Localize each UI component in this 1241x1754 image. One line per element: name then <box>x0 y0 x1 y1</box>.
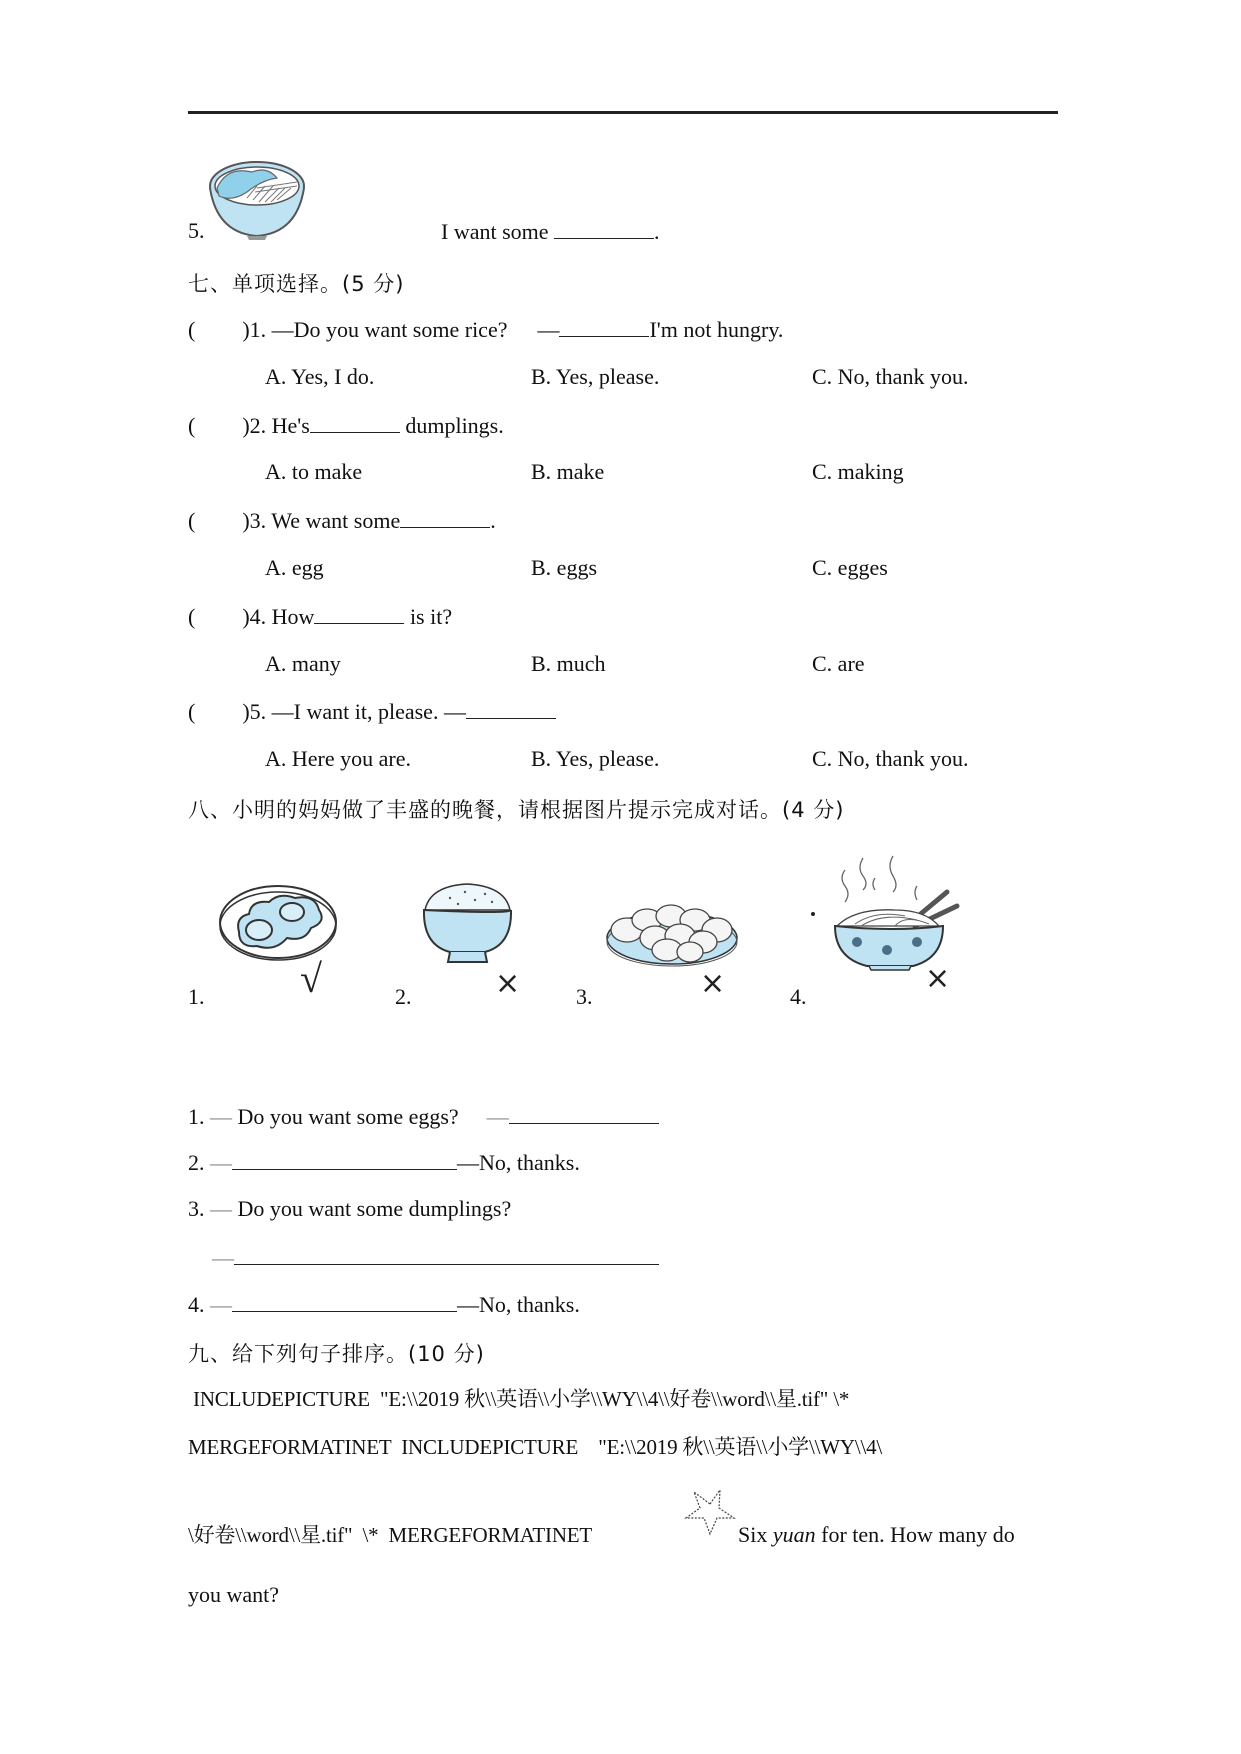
question-number: 4. <box>249 603 267 629</box>
sentence-a-pre: Six <box>738 1522 773 1547</box>
question-tail: . <box>490 508 496 534</box>
dialogue-1-dash: — <box>210 1104 232 1129</box>
dialogue-1-number: 1. <box>188 1104 205 1129</box>
item-5-text: I want some <box>441 219 549 244</box>
dialogue-4-dash: — <box>210 1292 232 1317</box>
dialogue-3-number: 3. <box>188 1196 205 1221</box>
dialogue-3-answer-blank[interactable] <box>234 1244 659 1265</box>
item-5-period: . <box>654 219 660 244</box>
header-rule <box>188 111 1058 114</box>
dumplings-plate-icon <box>605 898 740 968</box>
question-number: 5. <box>249 699 267 725</box>
question-5 <box>188 698 556 725</box>
question-1 <box>188 316 783 343</box>
picture-2-cross-mark-icon: × <box>495 966 521 1001</box>
answer-paren-close: ) <box>242 699 250 725</box>
dialogue-2-number: 2. <box>188 1150 205 1175</box>
question-stem: —Do you want some rice? <box>271 317 508 342</box>
answer-paren-open[interactable]: ( <box>188 317 196 342</box>
question-3 <box>188 507 496 534</box>
sentence-a-continued: you want? <box>188 1582 280 1607</box>
question-2 <box>188 412 504 439</box>
question-number: 3. <box>249 508 267 534</box>
question-3-option-a[interactable]: A. egg <box>265 555 324 580</box>
fill-blank[interactable] <box>314 603 404 624</box>
question-stem: He's <box>271 412 310 438</box>
noodle-bowl-icon <box>207 158 307 240</box>
question-2-option-c[interactable]: C. making <box>812 459 904 485</box>
answer-paren-open[interactable]: ( <box>188 603 196 629</box>
stray-dot <box>811 912 815 916</box>
field-code-line-3: \好卷\\word\\星.tif" \* MERGEFORMATINET <box>188 1523 593 1547</box>
field-code-line-2: MERGEFORMATINET INCLUDEPICTURE "E:\\2019 秋\\英语\\小学\\WY\\4\ <box>188 1435 883 1459</box>
answer-paren-close: ) <box>242 412 250 438</box>
section-7-heading: 七、单项选择。(5 分) <box>188 272 405 296</box>
field-code-line-1: INCLUDEPICTURE "E:\\2019 秋\\英语\\小学\\WY\\4\\好卷\\word\\星.tif" \* <box>188 1387 850 1411</box>
dialogue-3-text: Do you want some dumplings? <box>232 1196 512 1221</box>
picture-2-number: 2. <box>395 984 412 1009</box>
dialogue-4-answer-blank[interactable] <box>232 1291 457 1312</box>
question-4 <box>188 603 452 630</box>
sentence-a-post: for ten. How many do <box>815 1522 1015 1547</box>
answer-paren-open[interactable]: ( <box>188 699 196 725</box>
question-tail: is it? <box>404 603 453 629</box>
question-1-option-b[interactable]: B. Yes, please. <box>531 363 660 389</box>
question-2-option-b[interactable]: B. make <box>531 459 605 485</box>
fill-blank[interactable] <box>310 412 400 433</box>
answer-paren-close: ) <box>242 508 250 534</box>
question-3-option-c[interactable]: C. egges <box>812 555 888 580</box>
picture-1-number: 1. <box>188 984 205 1009</box>
answer-paren-open[interactable]: ( <box>188 508 196 534</box>
dialogue-4 <box>188 1291 580 1318</box>
question-2-option-a[interactable]: A. to make <box>265 459 363 485</box>
picture-4-number: 4. <box>790 984 807 1009</box>
fill-blank[interactable] <box>559 316 649 337</box>
picture-3-number: 3. <box>576 984 593 1009</box>
dialogue-2 <box>188 1149 580 1176</box>
question-stem: —I want it, please. — <box>271 699 466 725</box>
question-1-option-a[interactable]: A. Yes, I do. <box>265 363 375 389</box>
answer-blank[interactable] <box>554 218 654 239</box>
fried-eggs-plate-icon <box>217 882 339 962</box>
sentence-a <box>738 1522 1015 1548</box>
dialogue-1-answer-blank[interactable] <box>509 1103 659 1124</box>
star-outline-icon <box>684 1488 736 1536</box>
noodles-bowl-icon <box>825 850 965 970</box>
dialogue-1-text: Do you want some eggs? <box>232 1104 459 1129</box>
fill-blank[interactable] <box>466 698 556 719</box>
dialogue-2-reply: —No, thanks. <box>457 1150 580 1175</box>
picture-4-cross-mark-icon: × <box>925 961 951 996</box>
dialogue-3-reply <box>212 1244 659 1271</box>
dialogue-4-number: 4. <box>188 1292 205 1317</box>
question-stem: We want some <box>271 508 401 534</box>
sentence-a-italic: yuan <box>772 1522 816 1547</box>
answer-paren-close: ) <box>242 317 250 342</box>
question-1-option-c[interactable]: C. No, thank you. <box>812 363 969 389</box>
dialogue-2-answer-blank[interactable] <box>232 1149 457 1170</box>
dialogue-1-reply-dash: — <box>486 1104 509 1129</box>
fill-blank[interactable] <box>400 507 490 528</box>
dialogue-1 <box>188 1103 659 1130</box>
rice-bowl-icon <box>420 880 515 965</box>
dialogue-3-reply-dash: — <box>212 1245 234 1270</box>
section-8-heading: 八、小明的妈妈做了丰盛的晚餐，请根据图片提示完成对话。(4 分) <box>188 798 845 822</box>
question-5-option-b[interactable]: B. Yes, please. <box>531 746 660 772</box>
question-4-option-b[interactable]: B. much <box>531 650 606 676</box>
answer-paren-open[interactable]: ( <box>188 412 196 438</box>
question-number: 2. <box>249 412 267 438</box>
question-5-option-c[interactable]: C. No, thank you. <box>812 746 969 772</box>
question-5-option-a[interactable]: A. Here you are. <box>265 746 411 772</box>
question-4-option-c[interactable]: C. are <box>812 650 865 676</box>
section-9-heading: 九、给下列句子排序。(10 分) <box>188 1342 485 1366</box>
question-stem: How <box>271 603 315 629</box>
question-tail: dumplings. <box>399 412 504 438</box>
dialogue-2-dash: — <box>210 1150 232 1175</box>
dialogue-3 <box>188 1196 511 1222</box>
answer-paren-close: ) <box>242 603 250 629</box>
question-tail: I'm not hungry. <box>649 317 784 342</box>
dialogue-4-reply: —No, thanks. <box>457 1292 580 1317</box>
item-5-sentence <box>441 218 660 245</box>
picture-1-check-mark-icon: √ <box>300 956 322 1001</box>
picture-3-cross-mark-icon: × <box>700 966 726 1001</box>
question-number: 1. <box>249 317 267 342</box>
question-4-option-a[interactable]: A. many <box>265 650 341 676</box>
dialogue-3-dash: — <box>210 1196 232 1221</box>
item-5-number: 5. <box>188 218 205 243</box>
reply-dash: — <box>537 317 560 342</box>
question-3-option-b[interactable]: B. eggs <box>531 555 597 580</box>
